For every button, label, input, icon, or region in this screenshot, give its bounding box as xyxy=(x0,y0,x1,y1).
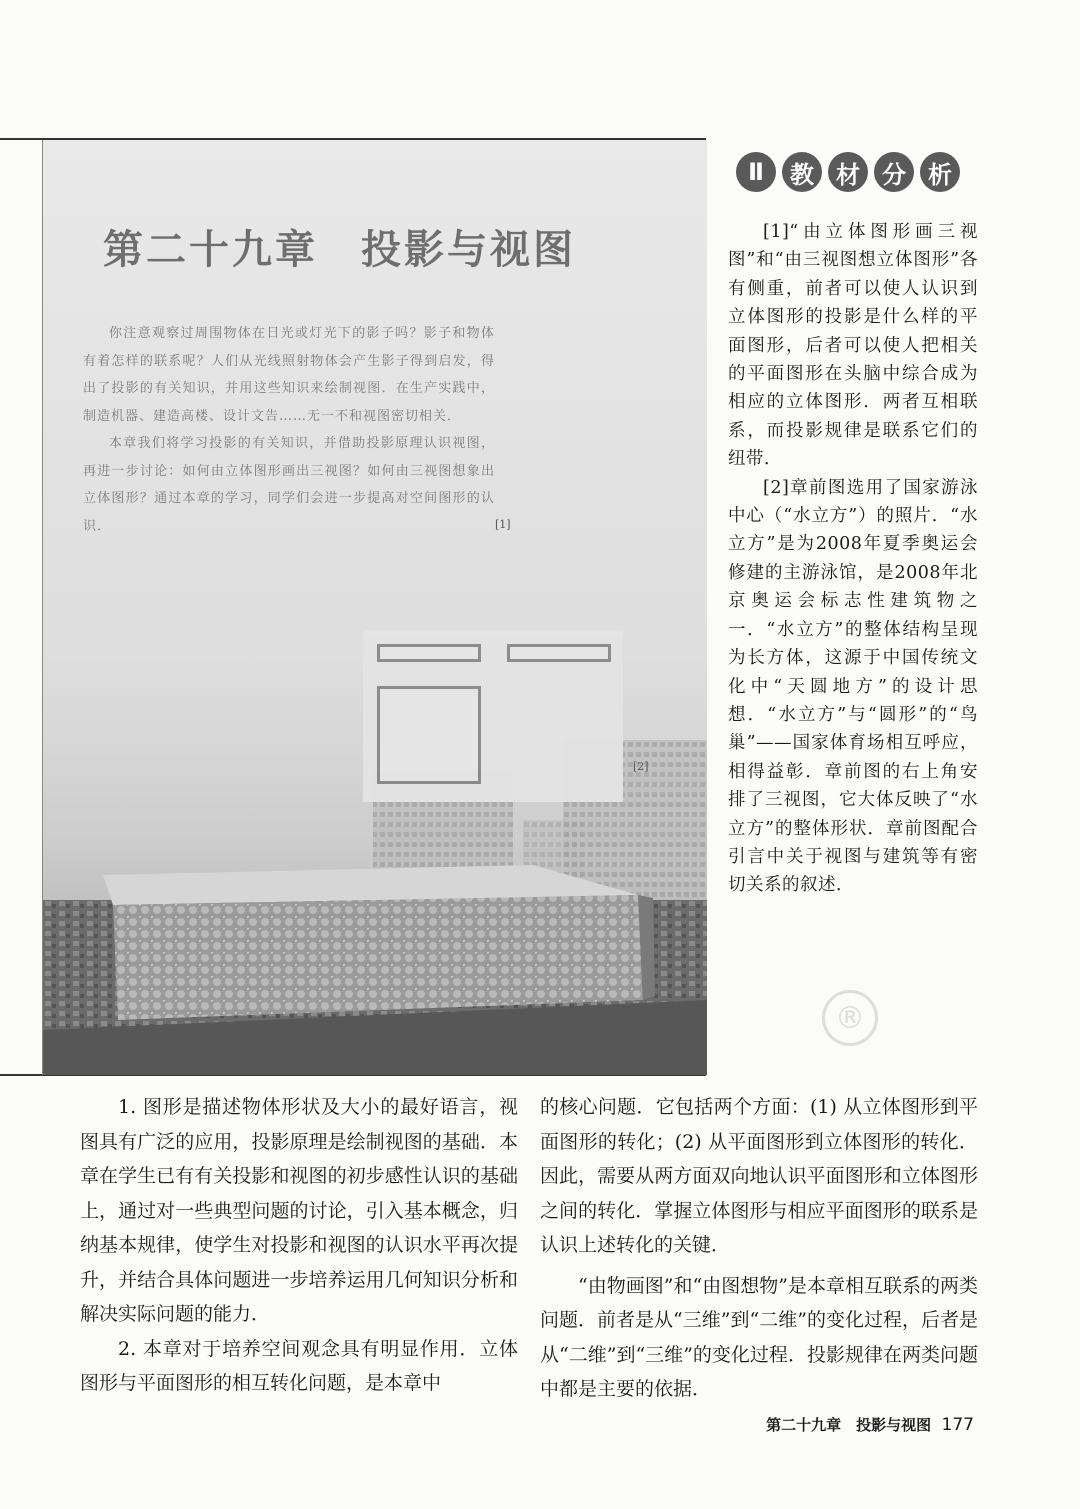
chapter-title: 第二十九章 投影与视图 xyxy=(103,226,576,273)
chapter-opener-figure xyxy=(42,140,707,1075)
body-paragraph: 2. 本章对于培养空间观念具有明显作用．立体图形与平面图形的相互转化问题，是本章中 xyxy=(80,1337,518,1394)
section-header-char: 教 xyxy=(782,152,822,192)
intro-paragraph: 本章我们将学习投影的有关知识，并借助投影原理认识视图，再进一步讨论：如何由立体图形画出三视图？如何由三视图想象出立体图形？通过本章的学习，同学们会进一步提高对空间图形的认识． xyxy=(83,436,495,534)
analysis-note: [1]“由立体图形画三视图”和“由三视图想立体图形”各有侧重，前者可以使人认识到立体图形的投影是什么样的平面图形，后者可以使人把相关的平面图形在头脑中综合成为相应的立体图形．两者互相联系，而投影规律是联系它们的纽带． xyxy=(728,222,978,470)
body-paragraph: 的核心问题．它包括两个方面：(1) 从立体图形到平面图形的转化；(2) 从平面图形到立体图形的转化．因此，需要从两方面双向地认识平面图形和立体图形之间的转化．掌握立体图形与相应平面图形的联系是认识上述转化的关键． xyxy=(540,1096,978,1256)
front-view-rect xyxy=(377,644,481,662)
section-header-char: 材 xyxy=(828,152,868,192)
running-title: 第二十九章 投影与视图 xyxy=(766,1416,932,1434)
analysis-note: [2]章前图选用了国家游泳中心（“水立方”）的照片．“水立方”是为2008年夏季奥运会修建的主游泳馆，是2008年北京奥运会标志性建筑物之一．“水立方”的整体结构呈现为长方体，这源于中国传统文化中“天圆地方”的设计思想．“水立方”与“圆形”的“鸟巢”——国家体育场相互呼应，相得益彰．章前图的右上角安排了三视图，它大体反映了“水立方”的整体形状．章前图配合引言中关于视图与建筑等有密切关系的叙述． xyxy=(728,477,978,896)
page-footer xyxy=(766,1414,974,1435)
body-paragraph: “由物画图”和“由图想物”是本章相互联系的两类问题．前者是从“三维”到“二维”的变化过程，后者是从“二维”到“三维”的变化过程．投影规律在两类问题中都是主要的依据． xyxy=(540,1274,978,1400)
annotation-mark-2: [2] xyxy=(633,760,649,773)
body-left-column xyxy=(80,1090,518,1401)
body-right-column xyxy=(540,1090,978,1407)
side-view-rect xyxy=(507,644,611,662)
section-header-char: 分 xyxy=(874,152,914,192)
section-header xyxy=(736,152,960,192)
section-header-char: Ⅱ xyxy=(736,152,776,192)
registered-watermark: ® xyxy=(822,990,878,1046)
annotation-mark-1: [1] xyxy=(495,518,511,531)
section-header-char: 析 xyxy=(920,152,960,192)
chapter-intro xyxy=(83,320,495,540)
body-paragraph: 1. 图形是描述物体形状及大小的最好语言，视图具有广泛的应用，投影原理是绘制视图的基础．本章在学生已有有关投影和视图的初步感性认识的基础上，通过对一些典型问题的讨论，引入基本概念，归纳基本规律，使学生对投影和视图的认识水平再次提升，并结合具体问题进一步培养运用几何知识分析和解决实际问题的能力． xyxy=(80,1096,518,1325)
analysis-column xyxy=(728,218,978,900)
page-number: 177 xyxy=(941,1415,974,1435)
intro-paragraph: 你注意观察过周围物体在日光或灯光下的影子吗？影子和物体有着怎样的联系呢？人们从光线照射物体会产生影子得到启发，得出了投影的有关知识，并用这些知识来绘制视图．在生产实践中，制造机器、建造高楼、设计文告……无一不和视图密切相关． xyxy=(83,326,495,424)
three-view-diagram xyxy=(363,630,623,802)
top-view-rect xyxy=(377,686,481,784)
